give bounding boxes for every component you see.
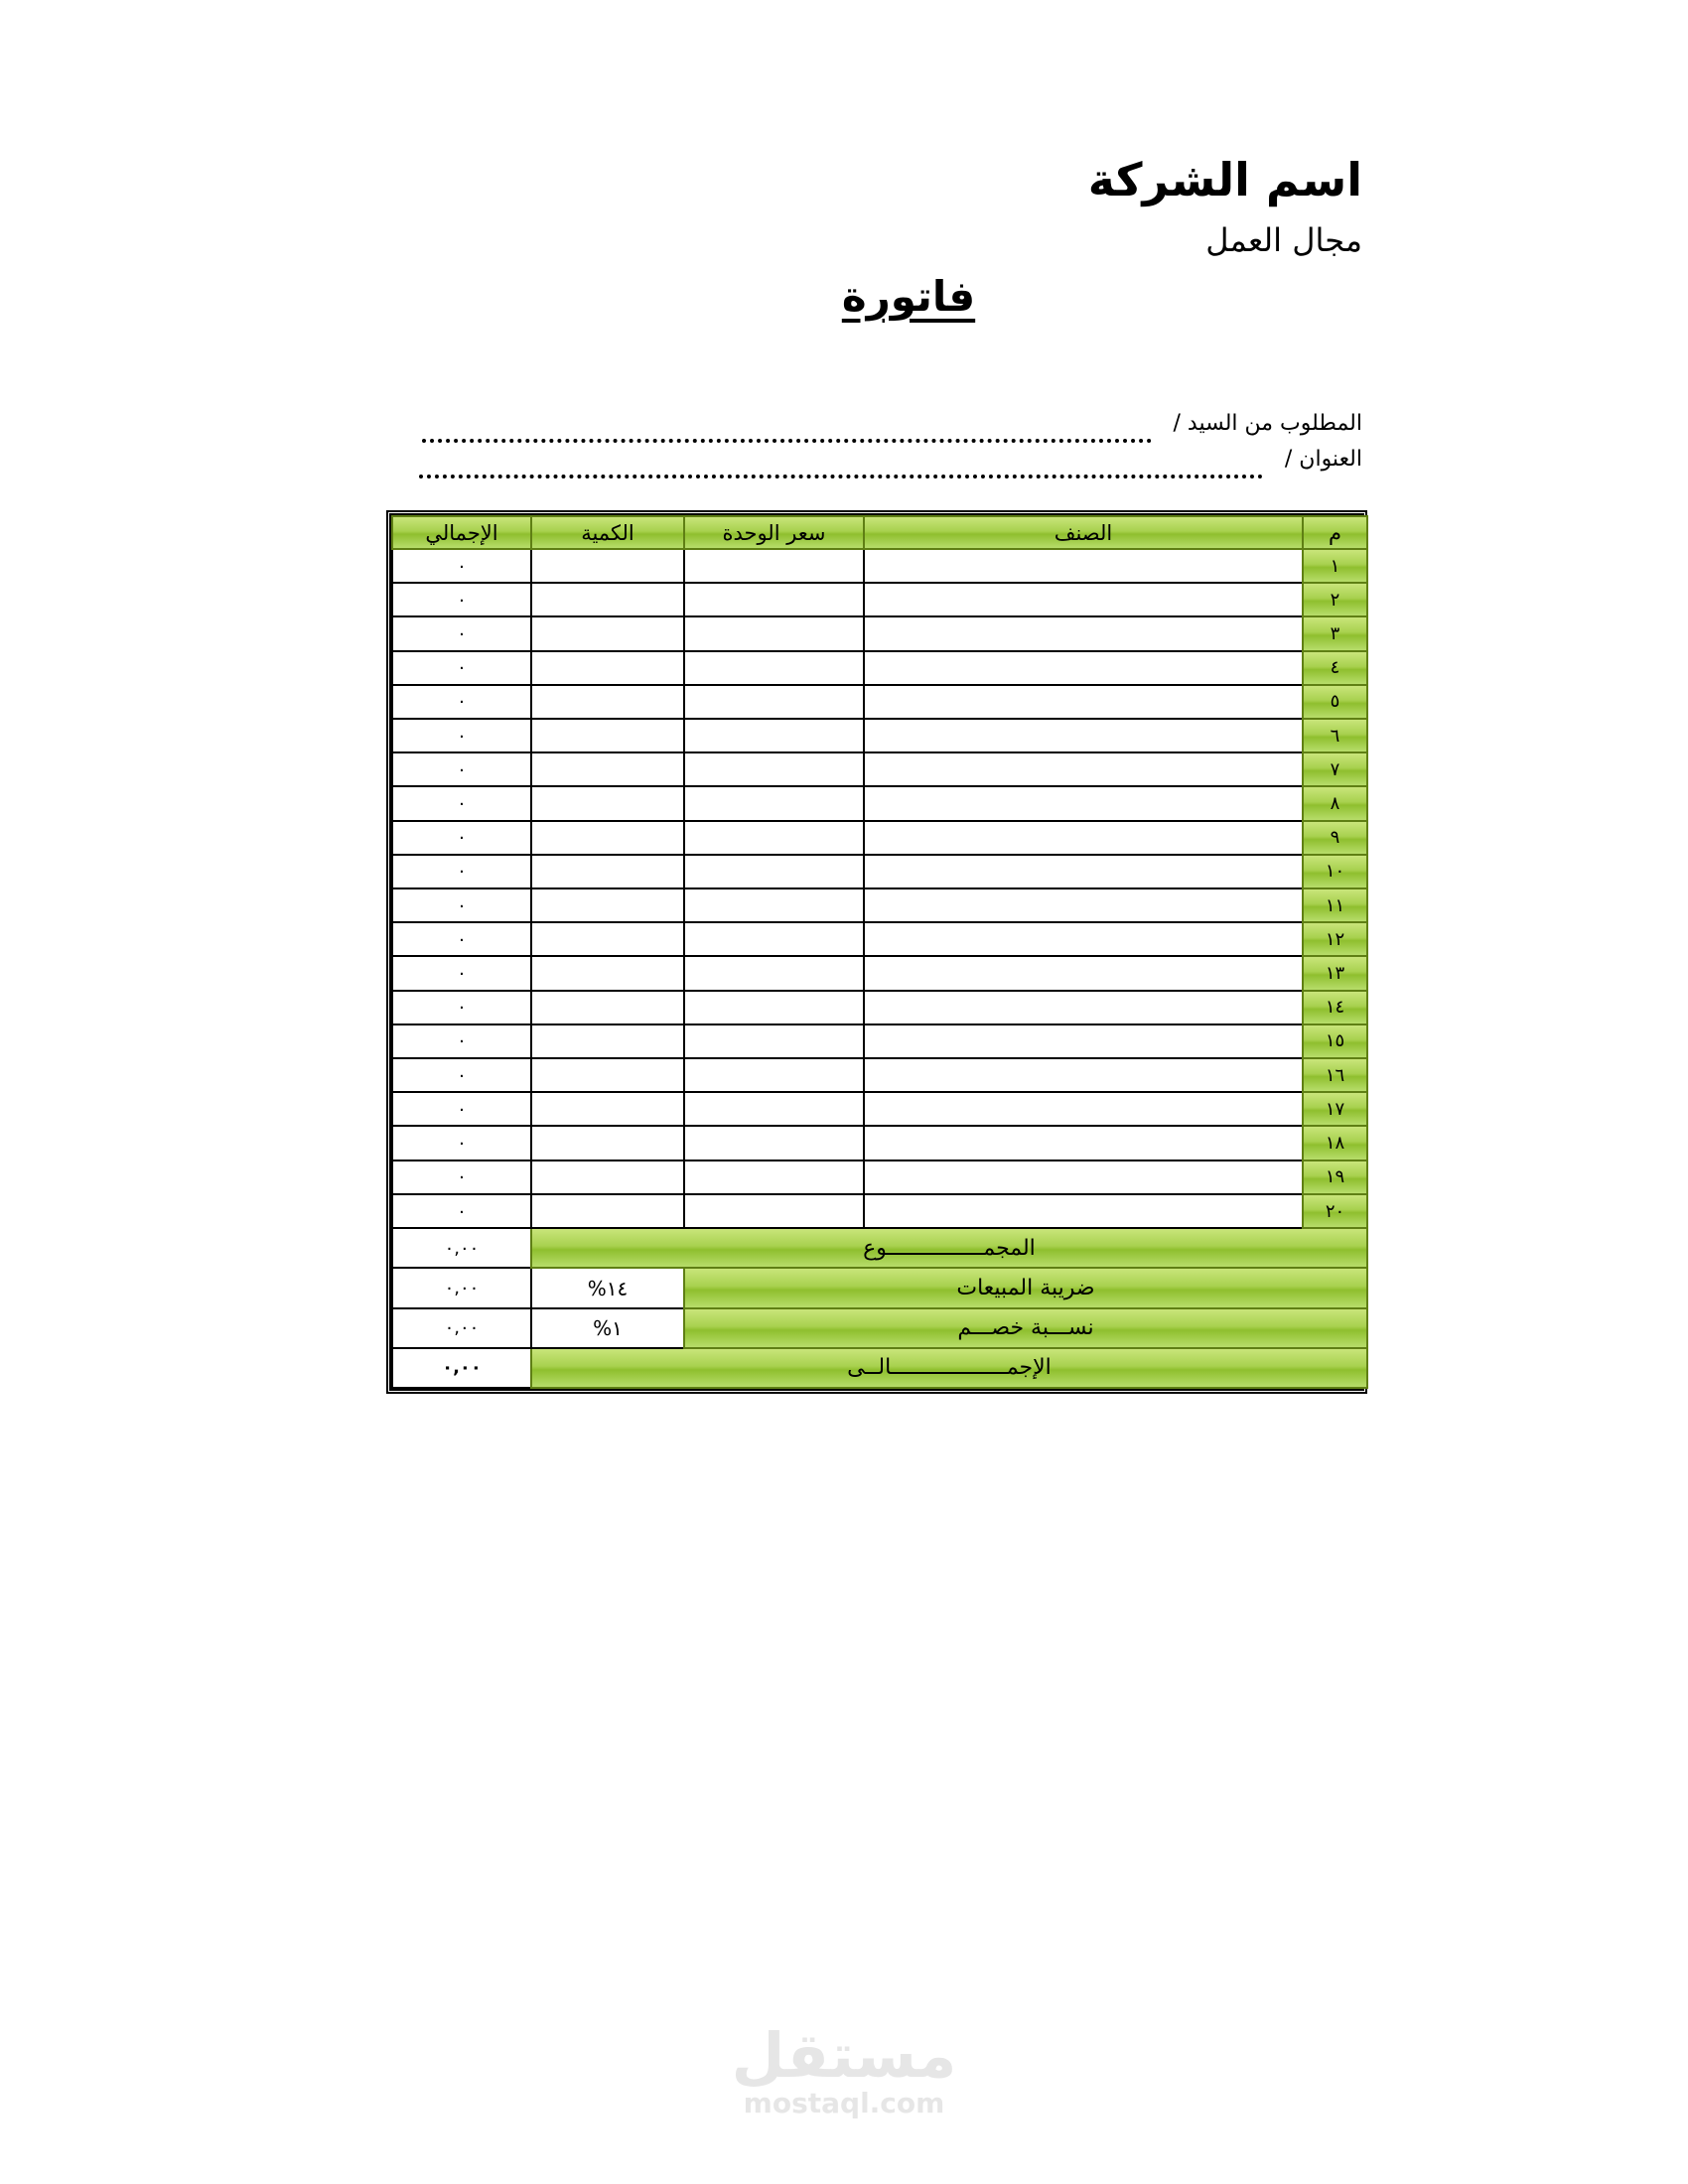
header-total: الإجمالي bbox=[392, 516, 531, 549]
unit-price-cell[interactable] bbox=[684, 991, 864, 1024]
item-cell[interactable] bbox=[864, 651, 1303, 685]
header-item: الصنف bbox=[864, 516, 1303, 549]
unit-price-cell[interactable] bbox=[684, 956, 864, 990]
invoice-table bbox=[386, 510, 1367, 1394]
bill-to-label: المطلوب من السيد / bbox=[1173, 411, 1362, 436]
row-number: ١١ bbox=[1303, 888, 1367, 922]
item-cell[interactable] bbox=[864, 583, 1303, 616]
item-cell[interactable] bbox=[864, 752, 1303, 786]
unit-price-cell[interactable] bbox=[684, 752, 864, 786]
row-total-cell[interactable]: ٠ bbox=[392, 1092, 531, 1126]
unit-price-cell[interactable] bbox=[684, 549, 864, 583]
address-row bbox=[419, 441, 1362, 471]
unit-price-cell[interactable] bbox=[684, 821, 864, 855]
item-cell[interactable] bbox=[864, 786, 1303, 820]
invoice-title: فاتورة bbox=[841, 272, 976, 321]
item-cell[interactable] bbox=[864, 821, 1303, 855]
row-total-cell[interactable]: ٠ bbox=[392, 786, 531, 820]
row-number: ١٨ bbox=[1303, 1126, 1367, 1160]
quantity-cell[interactable] bbox=[531, 651, 684, 685]
table-row bbox=[392, 752, 1367, 786]
row-number: ٩ bbox=[1303, 821, 1367, 855]
row-number: ٧ bbox=[1303, 752, 1367, 786]
address-field[interactable] bbox=[419, 475, 1263, 478]
unit-price-cell[interactable] bbox=[684, 1126, 864, 1160]
table-row bbox=[392, 549, 1367, 583]
unit-price-cell[interactable] bbox=[684, 888, 864, 922]
row-number: ٤ bbox=[1303, 651, 1367, 685]
quantity-cell[interactable] bbox=[531, 922, 684, 956]
unit-price-cell[interactable] bbox=[684, 616, 864, 650]
item-cell[interactable] bbox=[864, 685, 1303, 719]
table-row bbox=[392, 685, 1367, 719]
quantity-cell[interactable] bbox=[531, 1126, 684, 1160]
quantity-cell[interactable] bbox=[531, 786, 684, 820]
row-number: ٢٠ bbox=[1303, 1194, 1367, 1228]
row-total-cell[interactable]: ٠ bbox=[392, 855, 531, 888]
table-row bbox=[392, 821, 1367, 855]
row-number: ١٣ bbox=[1303, 956, 1367, 990]
discount-value[interactable]: ٠,٠٠ bbox=[392, 1308, 531, 1348]
unit-price-cell[interactable] bbox=[684, 922, 864, 956]
item-cell[interactable] bbox=[864, 1126, 1303, 1160]
table-row bbox=[392, 1126, 1367, 1160]
tax-value[interactable]: ٠,٠٠ bbox=[392, 1268, 531, 1307]
quantity-cell[interactable] bbox=[531, 821, 684, 855]
bill-to-row bbox=[422, 405, 1363, 435]
quantity-cell[interactable] bbox=[531, 956, 684, 990]
quantity-cell[interactable] bbox=[531, 752, 684, 786]
row-total-cell[interactable]: ٠ bbox=[392, 583, 531, 616]
tax-percent[interactable]: ١٤% bbox=[531, 1268, 684, 1307]
unit-price-cell[interactable] bbox=[684, 651, 864, 685]
table-row bbox=[392, 1058, 1367, 1092]
watermark-logo: مستقل bbox=[731, 2019, 957, 2092]
unit-price-cell[interactable] bbox=[684, 1194, 864, 1228]
quantity-cell[interactable] bbox=[531, 549, 684, 583]
row-number: ١٩ bbox=[1303, 1160, 1367, 1194]
row-total-cell[interactable]: ٠ bbox=[392, 1194, 531, 1228]
address-label: العنوان / bbox=[1284, 447, 1362, 472]
row-number: ١٧ bbox=[1303, 1092, 1367, 1126]
table-row bbox=[392, 888, 1367, 922]
quantity-cell[interactable] bbox=[531, 685, 684, 719]
table-row bbox=[392, 786, 1367, 820]
item-cell[interactable] bbox=[864, 719, 1303, 752]
item-cell[interactable] bbox=[864, 991, 1303, 1024]
company-name: اسم الشركة bbox=[1087, 153, 1362, 206]
tax-label: ضريبة المبيعات bbox=[684, 1268, 1367, 1307]
unit-price-cell[interactable] bbox=[684, 1058, 864, 1092]
row-number: ١٥ bbox=[1303, 1024, 1367, 1058]
unit-price-cell[interactable] bbox=[684, 583, 864, 616]
row-total-cell[interactable]: ٠ bbox=[392, 651, 531, 685]
row-total-cell[interactable]: ٠ bbox=[392, 991, 531, 1024]
item-cell[interactable] bbox=[864, 1058, 1303, 1092]
unit-price-cell[interactable] bbox=[684, 786, 864, 820]
row-total-cell[interactable]: ٠ bbox=[392, 685, 531, 719]
header-no: م bbox=[1303, 516, 1367, 549]
quantity-cell[interactable] bbox=[531, 888, 684, 922]
subtotal-value[interactable]: ٠,٠٠ bbox=[392, 1228, 531, 1268]
row-number: ١٢ bbox=[1303, 922, 1367, 956]
row-total-cell[interactable]: ٠ bbox=[392, 719, 531, 752]
item-cell[interactable] bbox=[864, 956, 1303, 990]
row-number: ١٦ bbox=[1303, 1058, 1367, 1092]
unit-price-cell[interactable] bbox=[684, 855, 864, 888]
row-number: ١٤ bbox=[1303, 991, 1367, 1024]
unit-price-cell[interactable] bbox=[684, 1092, 864, 1126]
business-field: مجال العمل bbox=[1205, 221, 1362, 259]
unit-price-cell[interactable] bbox=[684, 719, 864, 752]
grand-total-value[interactable]: ٠,٠٠ bbox=[392, 1348, 531, 1388]
row-total-cell[interactable]: ٠ bbox=[392, 616, 531, 650]
table-row bbox=[392, 956, 1367, 990]
table-row bbox=[392, 855, 1367, 888]
table-row bbox=[392, 651, 1367, 685]
row-number: ٦ bbox=[1303, 719, 1367, 752]
quantity-cell[interactable] bbox=[531, 1024, 684, 1058]
quantity-cell[interactable] bbox=[531, 1194, 684, 1228]
item-cell[interactable] bbox=[864, 888, 1303, 922]
watermark-url: mostaql.com bbox=[743, 2087, 945, 2119]
quantity-cell[interactable] bbox=[531, 855, 684, 888]
watermark bbox=[725, 2019, 963, 2120]
row-total-cell[interactable]: ٠ bbox=[392, 888, 531, 922]
unit-price-cell[interactable] bbox=[684, 1160, 864, 1194]
subtotal-label: المجمـــــــــــــــوع bbox=[531, 1228, 1367, 1268]
row-total-cell[interactable]: ٠ bbox=[392, 1160, 531, 1194]
item-cell[interactable] bbox=[864, 1024, 1303, 1058]
row-number: ٨ bbox=[1303, 786, 1367, 820]
row-number: ٢ bbox=[1303, 583, 1367, 616]
grand-total-label: الإجمــــــــــــــــــالــى bbox=[531, 1348, 1367, 1388]
item-cell[interactable] bbox=[864, 1194, 1303, 1228]
quantity-cell[interactable] bbox=[531, 1160, 684, 1194]
row-total-cell[interactable]: ٠ bbox=[392, 1024, 531, 1058]
table-row bbox=[392, 1092, 1367, 1126]
quantity-cell[interactable] bbox=[531, 719, 684, 752]
header-quantity: الكمية bbox=[531, 516, 684, 549]
unit-price-cell[interactable] bbox=[684, 685, 864, 719]
row-total-cell[interactable]: ٠ bbox=[392, 922, 531, 956]
unit-price-cell[interactable] bbox=[684, 1024, 864, 1058]
quantity-cell[interactable] bbox=[531, 583, 684, 616]
table-row bbox=[392, 583, 1367, 616]
header-unit-price: سعر الوحدة bbox=[684, 516, 864, 549]
table-row bbox=[392, 1024, 1367, 1058]
row-number: ٥ bbox=[1303, 685, 1367, 719]
item-cell[interactable] bbox=[864, 855, 1303, 888]
quantity-cell[interactable] bbox=[531, 991, 684, 1024]
quantity-cell[interactable] bbox=[531, 1092, 684, 1126]
row-total-cell[interactable]: ٠ bbox=[392, 549, 531, 583]
row-total-cell[interactable]: ٠ bbox=[392, 956, 531, 990]
table-row bbox=[392, 991, 1367, 1024]
row-total-cell[interactable]: ٠ bbox=[392, 752, 531, 786]
quantity-cell[interactable] bbox=[531, 616, 684, 650]
item-cell[interactable] bbox=[864, 922, 1303, 956]
discount-label: نســـبة خصـــم bbox=[684, 1308, 1367, 1348]
item-cell[interactable] bbox=[864, 1160, 1303, 1194]
row-number: ١٠ bbox=[1303, 855, 1367, 888]
table-row bbox=[392, 1194, 1367, 1228]
row-number: ٣ bbox=[1303, 616, 1367, 650]
item-cell[interactable] bbox=[864, 549, 1303, 583]
table-row bbox=[392, 922, 1367, 956]
row-number: ١ bbox=[1303, 549, 1367, 583]
discount-percent[interactable]: ١% bbox=[531, 1308, 684, 1348]
row-total-cell[interactable]: ٠ bbox=[392, 1058, 531, 1092]
table-row bbox=[392, 616, 1367, 650]
item-cell[interactable] bbox=[864, 1092, 1303, 1126]
row-total-cell[interactable]: ٠ bbox=[392, 1126, 531, 1160]
table-row bbox=[392, 1160, 1367, 1194]
item-cell[interactable] bbox=[864, 616, 1303, 650]
quantity-cell[interactable] bbox=[531, 1058, 684, 1092]
table-row bbox=[392, 719, 1367, 752]
row-total-cell[interactable]: ٠ bbox=[392, 821, 531, 855]
